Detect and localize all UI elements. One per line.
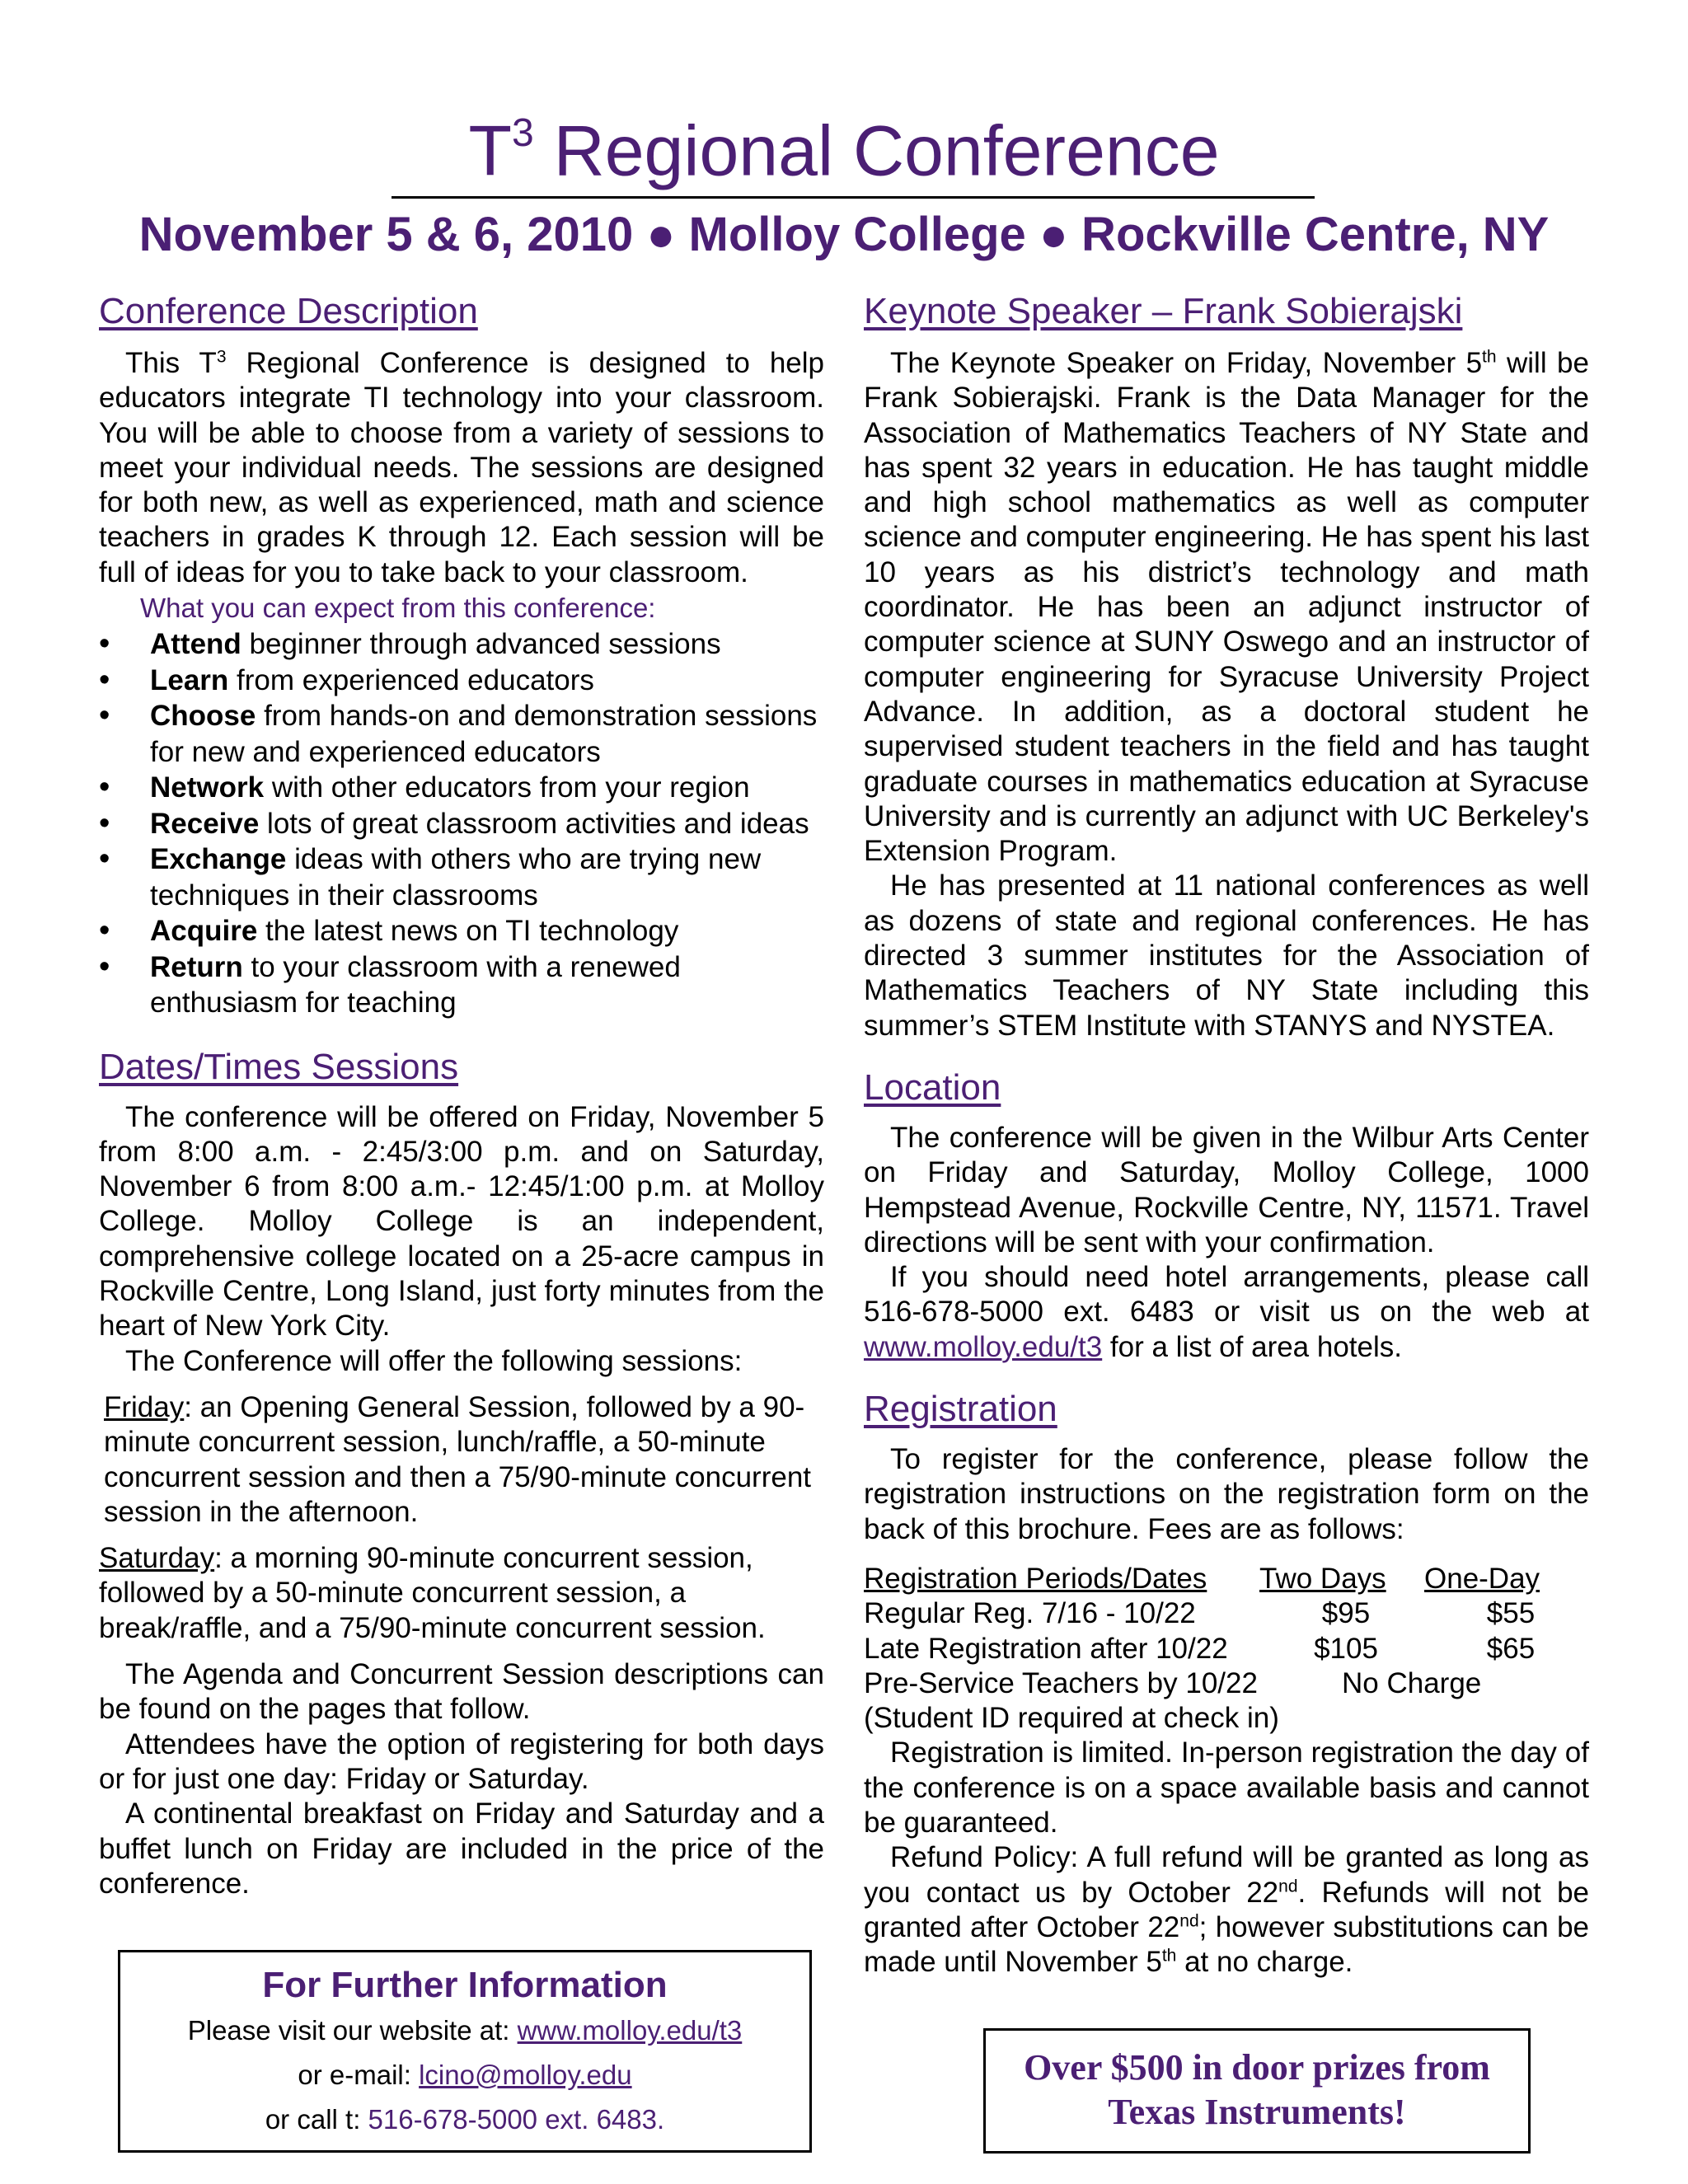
- keynote-heading: Keynote Speaker – Frank Sobierajski: [864, 291, 1463, 331]
- table-cell-two-days: $95: [1321, 1597, 1371, 1630]
- location-text-b: for a list of area hotels.: [1102, 1330, 1402, 1363]
- description-text-b: Regional Conference is designed to help educators integrate TI technology into your classroom. You will be able to choose from a variety of sessions to meet your individual needs. The sessions are designed for both new, as well as experienced, math and science teachers in grades K through 12. Each session will be full of ideas for you to take back to your classroom.: [99, 347, 825, 588]
- door-prizes-box: [983, 2028, 1531, 2154]
- info-website-link[interactable]: www.molloy.edu/t3: [517, 2015, 743, 2046]
- bullet-text: the latest news on TI technology: [257, 915, 679, 948]
- right-column: [864, 287, 1589, 1980]
- refund-sup-2: nd: [1179, 1911, 1199, 1931]
- bullet-keyword: Network: [150, 771, 265, 804]
- refund-text-c: ; however substitutions can be made until November 5: [864, 1910, 1590, 1979]
- prize-line-1: Over $500 in door prizes from: [1024, 2047, 1490, 2088]
- friday-sessions: [99, 1390, 824, 1530]
- table-cell-period: Late Registration after 10/22: [864, 1632, 1228, 1665]
- list-item: [99, 663, 824, 699]
- bullet-text: beginner through advanced sessions: [241, 628, 721, 661]
- bullet-keyword: Return: [150, 950, 243, 983]
- keynote-text-b: will be Frank Sobierajski. Frank is the Data Manager for the Association of Mathematics Teachers of NY State and has spent 32 years in education. He has taught middle and high school mathematics as well as computer science and computer engineering. He has spent his last 10 years as his district’s technology and math coordinator. He has been an adjunct instructor of computer science at SUNY Oswego and an instructor of computer engineering for Syracuse University Project Advance. In addition, as a doctoral student he supervised student teachers in the field and has taught graduate courses in mathematics education at Syracuse University and is currently an adjunct with UC Berkeley's Extension Program.: [864, 347, 1589, 868]
- refund-text-a: Refund Policy: A full refund will be granted as long as you contact us by October 22: [864, 1841, 1589, 1909]
- description-text-a: This T: [125, 347, 217, 379]
- column-header-one-day: One-Day: [1424, 1562, 1540, 1595]
- table-header-row: [864, 1562, 1589, 1596]
- keynote-paragraph-1: [864, 346, 1589, 869]
- location-paragraph-2: [864, 1260, 1589, 1365]
- further-information-box: [118, 1950, 812, 2153]
- description-paragraph: [99, 346, 824, 590]
- bullet-keyword: Learn: [150, 663, 229, 696]
- friday-label: Friday: [104, 1390, 185, 1423]
- preservice-label: Pre-Service Teachers by 10/22: [864, 1666, 1258, 1699]
- saturday-text: : a morning 90-minute concurrent session, followed by a 50-minute concurrent session, a break/raffle, and a 75/90-minute concurrent session.: [99, 1542, 766, 1644]
- bullet-keyword: Choose: [150, 700, 256, 733]
- bullet-keyword: Receive: [150, 807, 260, 840]
- info-email-link[interactable]: lcino@molloy.edu: [419, 2060, 632, 2090]
- table-cell-two-days: $105: [1314, 1632, 1378, 1665]
- location-text-a: If you should need hotel arrangements, please call 516-678-5000 ext. 6483 or visit us on the web at: [864, 1261, 1589, 1329]
- title-rest: Regional Conference: [533, 111, 1220, 191]
- bullet-text: from hands-on and demonstration sessions for new and experienced educators: [150, 700, 818, 768]
- refund-text-d: at no charge.: [1176, 1946, 1353, 1979]
- list-item: [99, 770, 824, 806]
- bullet-keyword: Acquire: [150, 915, 258, 948]
- page-title: [0, 97, 1688, 193]
- location-heading: Location: [864, 1066, 1001, 1108]
- description-superscript: 3: [216, 347, 227, 367]
- keynote-superscript: th: [1482, 347, 1497, 367]
- list-item: [99, 626, 824, 663]
- left-column: [99, 287, 824, 1901]
- friday-text: : an Opening General Session, followed by a 90-minute concurrent session, lunch/raffle, a 50-minute concurrent session and then a 75/90-minute concurrent session in the afternoon.: [104, 1390, 812, 1528]
- info-website-label: Please visit our website at:: [187, 2015, 518, 2046]
- info-email-label: or e-mail:: [298, 2060, 420, 2090]
- expect-label: What you can expect from this conference:: [140, 593, 656, 624]
- info-heading: For Further Information: [262, 1965, 668, 2005]
- column-header-two-days: Two Days: [1259, 1562, 1386, 1595]
- dates-paragraph-5: A continental breakfast on Friday and Saturday and a buffet lunch on Friday are included in the price of the conference.: [99, 1797, 824, 1900]
- dates-heading: Dates/Times Sessions: [99, 1046, 459, 1087]
- dates-paragraph-1: The conference will be offered on Friday, November 5 from 8:00 a.m. - 2:45/3:00 p.m. and on Saturday, November 6 from 8:00 a.m.- 12:45/1:00 p.m. at Molloy College. Molloy College is an independent, comprehensive college located on a 25-acre campus in Rockville Centre, Long Island, just forty minutes from the heart of New York City.: [99, 1100, 824, 1343]
- list-item: [99, 913, 824, 949]
- prize-line-2: Texas Instruments!: [1108, 2092, 1406, 2132]
- list-item: [99, 698, 824, 770]
- list-item: [99, 949, 824, 1021]
- registration-paragraph-1: To register for the conference, please follow the registration instructions on the registration form on the back of this brochure. Fees are as follows:: [864, 1443, 1589, 1545]
- title-superscript: 3: [511, 111, 534, 155]
- page-subtitle: November 5 & 6, 2010 ● Molloy College ● Rockville Centre, NY: [138, 208, 1550, 261]
- bullet-text: lots of great classroom activities and ideas: [259, 807, 809, 840]
- info-phone-label: or call t:: [265, 2104, 368, 2135]
- column-header-periods: Registration Periods/Dates: [864, 1562, 1207, 1595]
- table-cell-period: Regular Reg. 7/16 - 10/22: [864, 1597, 1196, 1630]
- table-row: [864, 1596, 1589, 1631]
- bullet-keyword: Attend: [150, 628, 241, 661]
- registration-heading: Registration: [864, 1389, 1057, 1430]
- table-row-preservice: [864, 1666, 1589, 1701]
- saturday-label: Saturday: [99, 1542, 215, 1575]
- title-divider: [392, 196, 1315, 199]
- description-heading: Conference Description: [99, 291, 478, 331]
- bullet-text: ideas with others who are trying new techniques in their classrooms: [150, 843, 762, 912]
- saturday-sessions: [99, 1541, 824, 1646]
- table-cell-one-day: $65: [1486, 1632, 1536, 1665]
- dates-paragraph-2: The Conference will offer the following sessions:: [125, 1344, 743, 1377]
- bullet-text: to your classroom with a renewed enthusiasm for teaching: [150, 950, 681, 1019]
- info-email-line: [120, 2053, 809, 2097]
- list-item: [99, 806, 824, 842]
- location-hotels-link[interactable]: www.molloy.edu/t3: [864, 1330, 1103, 1363]
- info-website-line: [120, 2008, 809, 2053]
- refund-text-b: . Refunds will not be granted after October 22: [864, 1876, 1589, 1943]
- registration-paragraph-2: Registration is limited. In-person registration the day of the conference is on a space available basis and cannot be guaranteed.: [864, 1736, 1589, 1839]
- preservice-value: No Charge: [1342, 1666, 1482, 1699]
- title-t: T: [468, 111, 512, 191]
- student-id-note: (Student ID required at check in): [864, 1702, 1279, 1735]
- dates-paragraph-3: The Agenda and Concurrent Session descriptions can be found on the pages that follow.: [99, 1658, 824, 1726]
- info-phone-number: 516-678-5000 ext. 6483.: [368, 2104, 665, 2135]
- expect-list: [99, 626, 824, 1021]
- keynote-text-a: The Keynote Speaker on Friday, November 5: [890, 347, 1483, 379]
- column-header-two-days-cell: [1259, 1562, 1424, 1596]
- bullet-text: from experienced educators: [228, 663, 594, 696]
- keynote-paragraph-2: He has presented at 11 national conferences as well as dozens of state and regional conferences. He has directed 3 summer institutes for the Association of Mathematics Teachers of NY State including this summer’s STEM Institute with STANYS and NYSTEA.: [864, 869, 1589, 1042]
- refund-sup-3: th: [1161, 1946, 1177, 1966]
- table-cell-one-day: $55: [1486, 1597, 1536, 1630]
- refund-policy: [864, 1840, 1589, 1980]
- list-item: [99, 841, 824, 913]
- refund-sup-1: nd: [1278, 1876, 1298, 1896]
- bullet-text: with other educators from your region: [264, 771, 750, 804]
- location-paragraph-1: The conference will be given in the Wilbur Arts Center on Friday and Saturday, Molloy College, 1000 Hempstead Avenue, Rockville Centre, NY, 11571. Travel directions will be sent with your confirmation.: [864, 1121, 1589, 1258]
- column-header-one-day-cell: [1424, 1562, 1581, 1596]
- info-phone-line: [120, 2097, 809, 2142]
- dates-paragraph-4: Attendees have the option of registering for both days or for just one day: Friday or Saturday.: [99, 1727, 824, 1795]
- bullet-keyword: Exchange: [150, 843, 287, 876]
- table-row: [864, 1632, 1589, 1666]
- fees-table: [864, 1562, 1589, 1736]
